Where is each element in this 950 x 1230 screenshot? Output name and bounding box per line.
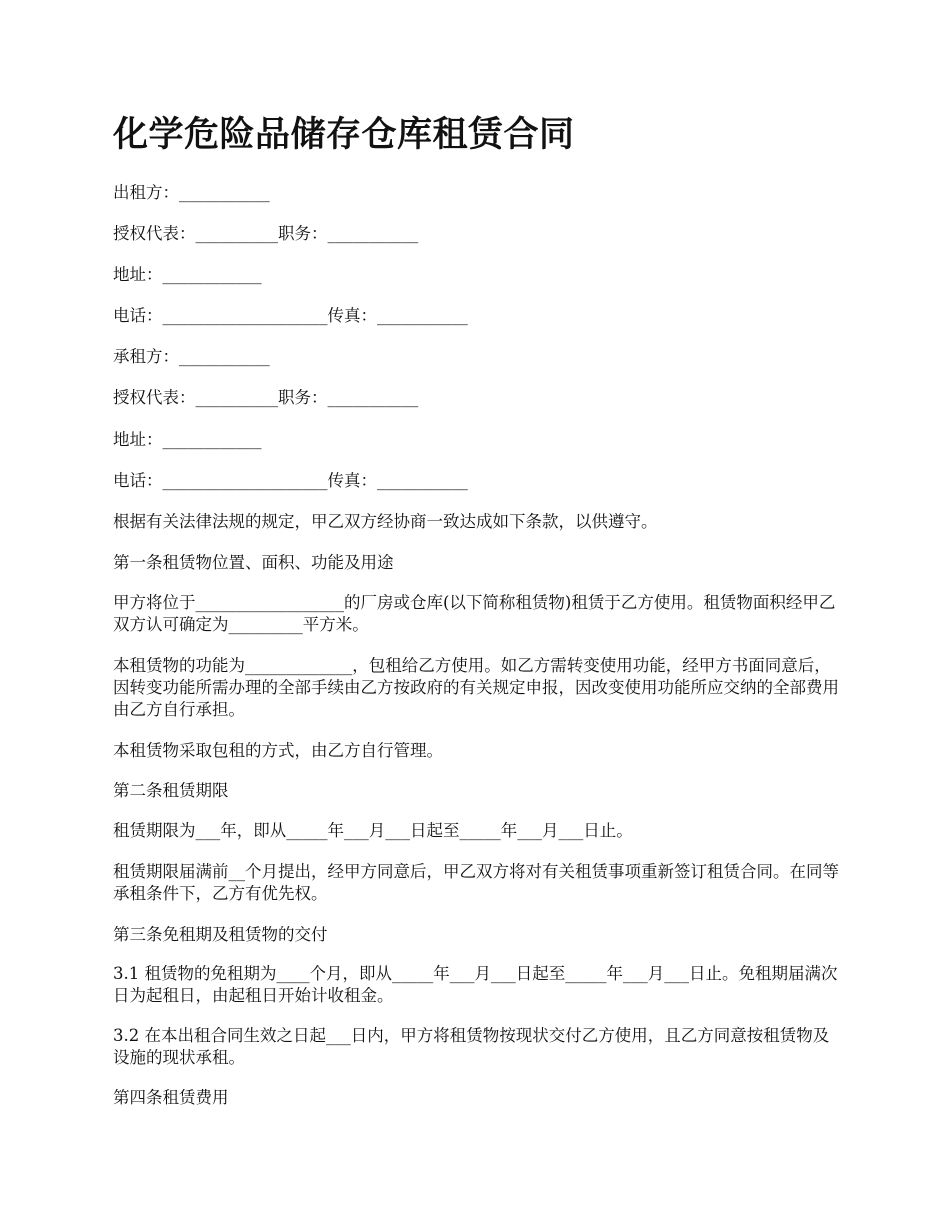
- article-1-paragraph-2: 本租赁物的功能为_____________，包租给乙方使用。如乙方需转变使用功能，经甲方书面同意后，因转变功能所需办理的全部手续由乙方按政府的有关规定申报，因改变使用功能所应交纳的全部费用由乙方自行承担。: [113, 656, 839, 719]
- article-2-paragraph-1: 租赁期限为___年，即从_____年___月___日起至_____年___月___日止。: [113, 821, 633, 840]
- article-3-heading: 第三条免租期及租赁物的交付: [113, 925, 328, 944]
- lessor-rep-line: 授权代表：__________职务：___________: [113, 224, 419, 243]
- lessee-phone-line: 电话：____________________传真：___________: [113, 471, 468, 490]
- lessor-name-line: 出租方：___________: [113, 183, 270, 202]
- lessee-rep-line: 授权代表：__________职务：___________: [113, 388, 419, 407]
- intro-paragraph: 根据有关法律法规的规定，甲乙双方经协商一致达成如下条款，以供遵守。: [113, 512, 658, 531]
- article-4-heading: 第四条租赁费用: [113, 1088, 229, 1107]
- article-3-paragraph-2: 3.2 在本出租合同生效之日起___日内，甲方将租赁物按现状交付乙方使用，且乙方同意按租赁物及设施的现状承租。: [113, 1026, 830, 1067]
- article-1-paragraph-1: 甲方将位于__________________的厂房或仓库(以下简称租赁物)租赁于乙方使用。租赁物面积经甲乙双方认可确定为_________平方米。: [113, 593, 836, 634]
- article-2-paragraph-2: 租赁期限届满前__个月提出，经甲方同意后，甲乙双方将对有关租赁事项重新签订租赁合同。在同等承租条件下，乙方有优先权。: [113, 862, 839, 903]
- lessee-name-line: 承租方：___________: [113, 347, 270, 366]
- article-2-heading: 第二条租赁期限: [113, 781, 229, 800]
- article-1-heading: 第一条租赁物位置、面积、功能及用途: [113, 553, 394, 572]
- article-1-paragraph-3: 本租赁物采取包租的方式，由乙方自行管理。: [113, 741, 443, 760]
- article-3-paragraph-1: 3.1 租赁物的免租期为____个月，即从_____年___月___日起至_____年___月___日止。免租期届满次日为起租日，由起租日开始计收租金。: [113, 964, 838, 1005]
- document-title: 化学危险品储存仓库租赁合同: [113, 115, 575, 155]
- lessor-address-line: 地址：____________: [113, 265, 262, 284]
- lessor-phone-line: 电话：____________________传真：___________: [113, 306, 468, 325]
- lessee-address-line: 地址：____________: [113, 430, 262, 449]
